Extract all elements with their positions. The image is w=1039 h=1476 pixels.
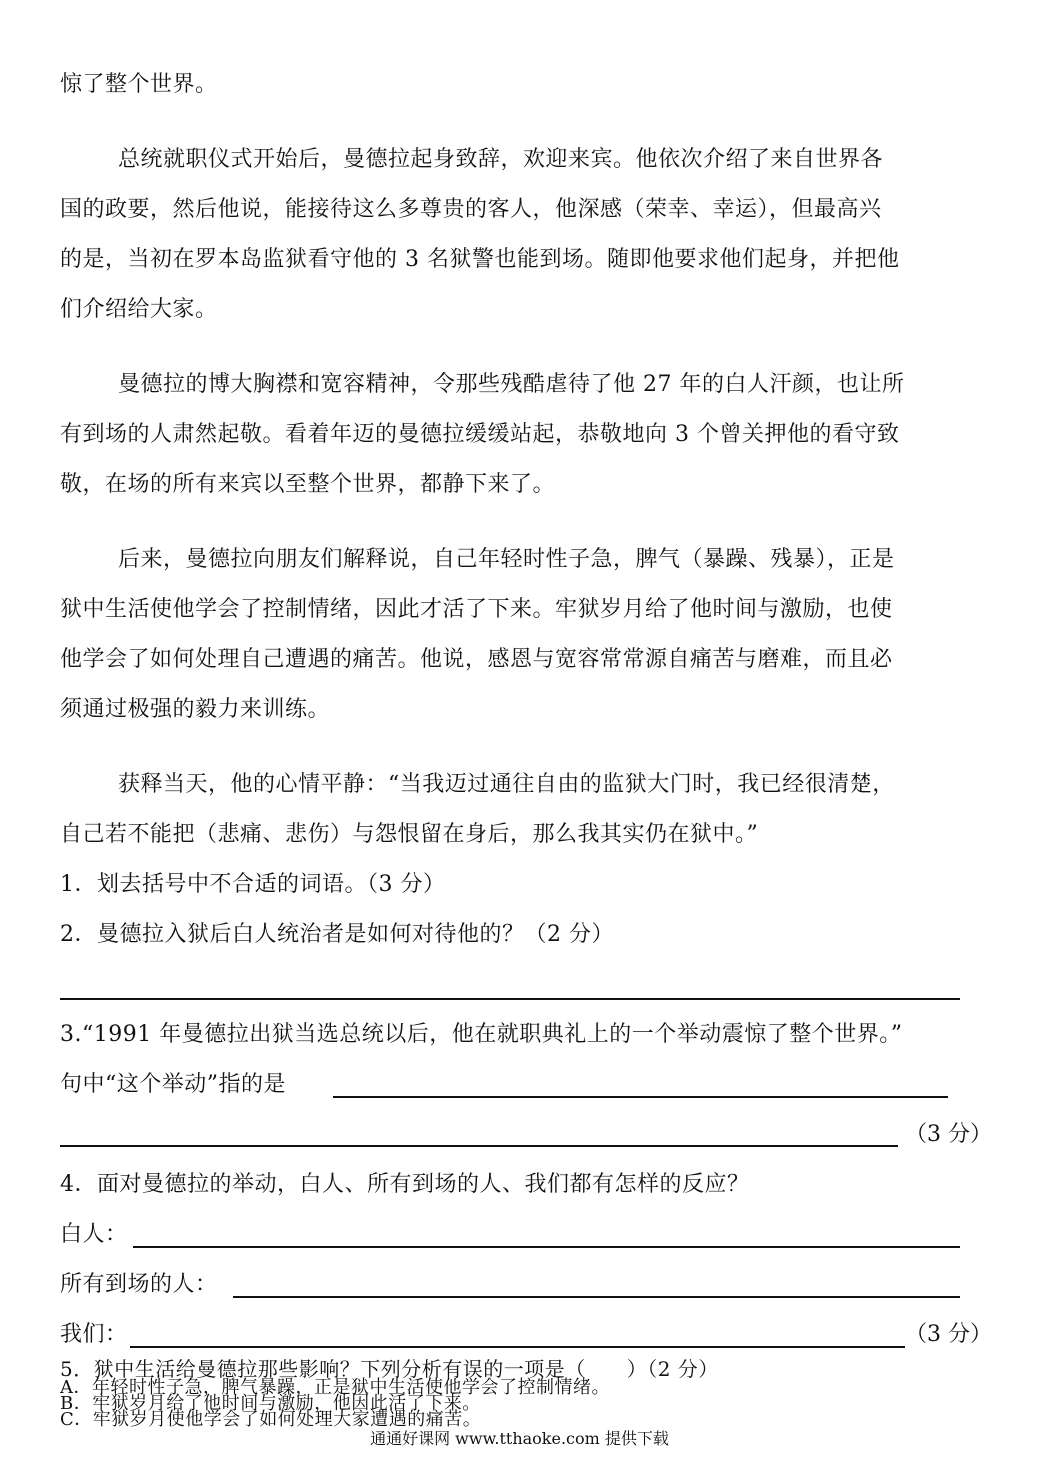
passage-line: 们介绍给大家。 bbox=[60, 297, 218, 322]
answer-line-q3-second[interactable] bbox=[60, 1145, 898, 1147]
option-a[interactable]: A．年轻时性子急，脾气暴躁，正是狱中生活使他学会了控制情绪。 bbox=[60, 1377, 610, 1398]
q4-us-label: 我们： bbox=[60, 1322, 128, 1347]
question-2: 2．曼德拉入狱后白人统治者是如何对待他的？（2 分） bbox=[60, 922, 614, 947]
passage-line: 自己若不能把（悲痛、悲伤）与怨恨留在身后，那么我其实仍在狱中。” bbox=[60, 822, 759, 847]
question-3: 3.“1991 年曼德拉出狱当选总统以后，他在就职典礼上的一个举动震惊了整个世界。” bbox=[60, 1022, 903, 1047]
passage-line: 总统就职仪式开始后，曼德拉起身致辞，欢迎来宾。他依次介绍了来自世界各 bbox=[118, 147, 884, 172]
passage-line: 他学会了如何处理自己遭遇的痛苦。他说，感恩与宽容常常源自痛苦与磨难，而且必 bbox=[60, 647, 893, 672]
q4-all-label: 所有到场的人： bbox=[60, 1272, 218, 1297]
passage-line: 国的政要，然后他说，能接待这么多尊贵的客人，他深感（荣幸、幸运），但最高兴 bbox=[60, 197, 882, 222]
passage-line: 的是，当初在罗本岛监狱看守他的 3 名狱警也能到场。随即他要求他们起身，并把他 bbox=[60, 247, 900, 272]
passage-line: 有到场的人肃然起敬。看着年迈的曼德拉缓缓站起，恭敬地向 3 个曾关押他的看守致 bbox=[60, 422, 900, 447]
passage-line: 敬，在场的所有来宾以至整个世界，都静下来了。 bbox=[60, 472, 556, 497]
passage-line: 惊了整个世界。 bbox=[60, 72, 218, 97]
answer-line-q4-us[interactable] bbox=[130, 1346, 905, 1348]
answer-line-q3-first[interactable] bbox=[333, 1096, 948, 1098]
question-3-prompt: 句中“这个举动”指的是 bbox=[60, 1072, 286, 1097]
passage-line: 狱中生活使他学会了控制情绪，因此才活了下来。牢狱岁月给了他时间与激励，也使 bbox=[60, 597, 893, 622]
passage-line: 获释当天，他的心情平静：“当我迈过通往自由的监狱大门时，我已经很清楚， bbox=[118, 772, 895, 797]
passage-line: 须通过极强的毅力来训练。 bbox=[60, 697, 331, 722]
option-c[interactable]: C．牢狱岁月使他学会了如何处理大家遭遇的痛苦。 bbox=[60, 1409, 482, 1430]
option-b[interactable]: B．牢狱岁月给了他时间与激励，他因此活了下来。 bbox=[60, 1393, 481, 1414]
page-footer: 通通好课网 www.tthaoke.com 提供下载 bbox=[370, 1429, 669, 1448]
question-4: 4．面对曼德拉的举动，白人、所有到场的人、我们都有怎样的反应？ bbox=[60, 1172, 750, 1197]
passage-line: 曼德拉的博大胸襟和宽容精神，令那些残酷虐待了他 27 年的白人汗颜，也让所 bbox=[118, 372, 905, 397]
answer-line-q4-all[interactable] bbox=[233, 1296, 960, 1298]
score-q4: （3 分） bbox=[905, 1322, 992, 1347]
score-q3: （3 分） bbox=[905, 1122, 992, 1147]
answer-line-q4-white[interactable] bbox=[133, 1246, 960, 1248]
answer-line-q2[interactable] bbox=[60, 998, 960, 1000]
passage-line: 后来，曼德拉向朋友们解释说，自己年轻时性子急，脾气（暴躁、残暴），正是 bbox=[118, 547, 895, 572]
question-1: 1．划去括号中不合适的词语。（3 分） bbox=[60, 872, 446, 897]
question-5: 5．狱中生活给曼德拉那些影响？下列分析有误的一项是（ ）（2 分） bbox=[60, 1357, 719, 1381]
q4-white-label: 白人： bbox=[60, 1222, 128, 1247]
